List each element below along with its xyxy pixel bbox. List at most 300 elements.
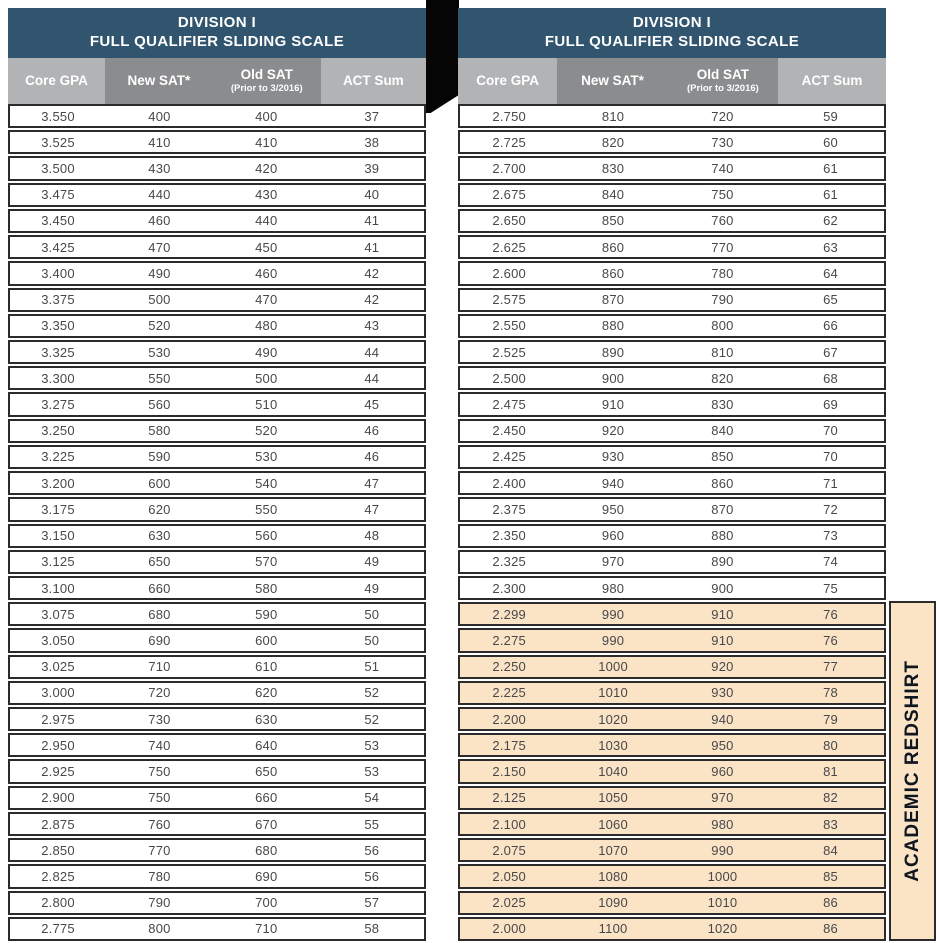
core-gpa-cell: 2.150	[492, 764, 526, 780]
old-sat-cell: 660	[255, 790, 278, 806]
new-sat-cell: 920	[601, 423, 625, 439]
old-sat-cell: 560	[255, 528, 278, 544]
old-sat-cell: 720	[711, 108, 734, 124]
old-sat-cell: 490	[255, 344, 278, 360]
table-row	[458, 130, 886, 154]
old-sat-cell: 440	[255, 213, 278, 229]
act-sum-cell: 61	[823, 187, 838, 203]
new-sat-cell: 1040	[598, 764, 628, 780]
new-sat-cell: 410	[148, 134, 171, 150]
core-gpa-cell: 2.225	[492, 685, 526, 701]
right-table-rows	[458, 104, 886, 941]
core-gpa-cell: 3.325	[41, 344, 75, 360]
act-sum-header	[778, 58, 886, 104]
act-sum-cell: 46	[364, 423, 380, 439]
core-gpa-cell: 3.175	[41, 501, 75, 517]
act-sum-cell: 44	[364, 370, 380, 386]
old-sat-cell: 420	[255, 161, 278, 177]
old-sat-cell: 540	[255, 475, 278, 491]
core-gpa-cell: 2.700	[492, 161, 526, 177]
old-sat-cell: 480	[255, 318, 278, 334]
core-gpa-cell: 2.475	[492, 397, 526, 413]
academic-redshirt-band	[889, 601, 936, 941]
act-sum-cell: 81	[823, 764, 838, 780]
table-row	[458, 471, 886, 495]
core-gpa-cell: 2.875	[41, 816, 75, 832]
core-gpa-cell: 2.750	[492, 108, 526, 124]
act-sum-cell: 64	[823, 265, 838, 281]
act-sum-cell: 53	[364, 764, 380, 780]
new-sat-cell: 1030	[598, 737, 628, 753]
act-sum-cell: 50	[364, 606, 380, 622]
old-sat-cell: 950	[711, 737, 734, 753]
old-sat-cell: 410	[255, 134, 278, 150]
act-sum-cell: 44	[364, 344, 380, 360]
academic-redshirt-label: ACADEMIC REDSHIRT	[901, 660, 923, 882]
right-table-title	[458, 8, 886, 58]
act-sum-cell: 47	[364, 501, 380, 517]
new-sat-cell: 930	[601, 449, 625, 465]
new-sat-cell: 430	[148, 161, 171, 177]
core-gpa-cell: 2.675	[492, 187, 526, 203]
table-row	[458, 759, 886, 783]
table-row	[458, 602, 886, 626]
old-sat-cell: 590	[255, 606, 278, 622]
old-sat-cell: 550	[255, 501, 278, 517]
act-sum-cell: 56	[364, 842, 380, 858]
core-gpa-cell: 2.350	[492, 528, 526, 544]
act-sum-cell: 45	[364, 397, 380, 413]
act-sum-cell: 47	[364, 475, 380, 491]
core-gpa-header-label: Core GPA	[476, 72, 540, 88]
table-row	[8, 550, 426, 574]
new-sat-cell: 970	[601, 554, 625, 570]
act-sum-cell: 39	[364, 161, 380, 177]
old-sat-header-note: (Prior to 3/2016)	[230, 82, 303, 94]
new-sat-cell: 520	[148, 318, 171, 334]
old-sat-cell: 890	[711, 554, 734, 570]
title-line2: FULL QUALIFIER SLIDING SCALE	[544, 33, 800, 50]
table-row	[8, 917, 426, 941]
old-sat-cell: 940	[711, 711, 734, 727]
new-sat-cell: 560	[148, 397, 171, 413]
core-gpa-cell: 2.550	[492, 318, 526, 334]
act-sum-cell: 71	[823, 475, 838, 491]
act-sum-cell: 69	[823, 397, 838, 413]
act-sum-cell: 42	[364, 292, 380, 308]
new-sat-cell: 820	[601, 134, 625, 150]
left-column-headers	[8, 58, 426, 104]
old-sat-cell: 730	[711, 134, 734, 150]
old-sat-cell: 840	[711, 423, 734, 439]
table-row	[458, 891, 886, 915]
new-sat-cell: 710	[148, 659, 171, 675]
table-row	[8, 235, 426, 259]
act-sum-cell: 72	[823, 501, 838, 517]
table-row	[458, 366, 886, 390]
core-gpa-cell: 2.900	[41, 790, 75, 806]
new-sat-cell: 680	[148, 606, 171, 622]
table-row	[458, 419, 886, 443]
core-gpa-cell: 2.600	[492, 265, 526, 281]
act-sum-cell: 77	[823, 659, 838, 675]
old-sat-cell: 640	[255, 737, 278, 753]
old-sat-cell: 910	[711, 606, 734, 622]
core-gpa-cell: 3.450	[41, 213, 75, 229]
act-sum-cell: 63	[823, 239, 838, 255]
act-sum-cell: 52	[364, 711, 380, 727]
new-sat-cell: 870	[601, 292, 625, 308]
old-sat-cell: 980	[711, 816, 734, 832]
page-divider-wedge	[426, 0, 459, 113]
old-sat-cell: 600	[255, 632, 278, 648]
act-sum-cell: 37	[364, 108, 380, 124]
old-sat-cell: 790	[711, 292, 734, 308]
table-row	[458, 183, 886, 207]
new-sat-cell: 860	[601, 239, 625, 255]
table-row	[458, 707, 886, 731]
core-gpa-cell: 2.575	[492, 292, 526, 308]
core-gpa-cell: 3.300	[41, 370, 75, 386]
core-gpa-cell: 3.100	[41, 580, 75, 596]
core-gpa-cell: 2.625	[492, 239, 526, 255]
new-sat-cell: 850	[601, 213, 625, 229]
new-sat-cell: 810	[601, 108, 625, 124]
table-row	[458, 812, 886, 836]
new-sat-cell: 600	[148, 475, 171, 491]
new-sat-cell: 740	[148, 737, 171, 753]
table-row	[8, 392, 426, 416]
core-gpa-cell: 2.075	[492, 842, 526, 858]
old-sat-cell: 1010	[707, 895, 738, 911]
old-sat-cell: 500	[255, 370, 278, 386]
act-sum-cell: 74	[823, 554, 838, 570]
table-row	[8, 891, 426, 915]
table-row	[8, 524, 426, 548]
core-gpa-cell: 2.850	[41, 842, 75, 858]
core-gpa-cell: 2.975	[41, 711, 75, 727]
old-sat-cell: 830	[711, 397, 734, 413]
act-sum-cell: 73	[823, 528, 838, 544]
table-row	[8, 261, 426, 285]
act-sum-cell: 80	[823, 737, 838, 753]
core-gpa-cell: 2.025	[492, 895, 526, 911]
core-gpa-cell: 2.525	[492, 344, 526, 360]
old-sat-cell: 740	[711, 161, 734, 177]
new-sat-header	[105, 58, 213, 104]
old-sat-header-label: Old SAT	[696, 67, 750, 83]
core-gpa-cell: 2.825	[41, 868, 75, 884]
new-sat-header	[557, 58, 667, 104]
new-sat-cell: 860	[601, 265, 625, 281]
table-row	[458, 314, 886, 338]
core-gpa-cell: 2.200	[492, 711, 526, 727]
core-gpa-cell: 2.299	[492, 606, 526, 622]
core-gpa-cell: 3.375	[41, 292, 75, 308]
new-sat-cell: 760	[148, 816, 171, 832]
core-gpa-cell: 3.400	[41, 265, 75, 281]
core-gpa-cell: 2.400	[492, 475, 526, 491]
core-gpa-cell: 3.125	[41, 554, 75, 570]
core-gpa-cell: 3.025	[41, 659, 75, 675]
core-gpa-cell: 3.550	[41, 108, 75, 124]
table-row	[8, 471, 426, 495]
act-sum-cell: 85	[823, 868, 838, 884]
act-sum-cell: 82	[823, 790, 838, 806]
table-row	[8, 183, 426, 207]
table-row	[8, 497, 426, 521]
old-sat-cell: 870	[711, 501, 734, 517]
table-row	[8, 812, 426, 836]
act-sum-header-label: ACT Sum	[801, 72, 863, 88]
act-sum-cell: 75	[823, 580, 838, 596]
act-sum-cell: 60	[823, 134, 838, 150]
core-gpa-cell: 2.275	[492, 632, 526, 648]
table-row	[8, 419, 426, 443]
table-row	[458, 104, 886, 128]
title-line1: DIVISION I	[177, 14, 257, 32]
table-row	[458, 156, 886, 180]
new-sat-cell: 460	[148, 213, 171, 229]
table-row	[458, 288, 886, 312]
table-row	[8, 759, 426, 783]
act-sum-cell: 41	[364, 213, 380, 229]
new-sat-cell: 900	[601, 370, 625, 386]
old-sat-cell: 510	[255, 397, 278, 413]
new-sat-cell: 530	[148, 344, 171, 360]
left-qualifier-table	[8, 8, 426, 941]
table-row	[8, 445, 426, 469]
old-sat-cell: 700	[255, 895, 278, 911]
old-sat-cell: 580	[255, 580, 278, 596]
new-sat-cell: 940	[601, 475, 625, 491]
old-sat-cell: 900	[711, 580, 734, 596]
act-sum-cell: 70	[823, 449, 838, 465]
old-sat-cell: 610	[255, 659, 278, 675]
old-sat-cell: 530	[255, 449, 278, 465]
core-gpa-cell: 2.925	[41, 764, 75, 780]
table-row	[8, 628, 426, 652]
act-sum-cell: 46	[364, 449, 380, 465]
core-gpa-cell: 2.175	[492, 737, 526, 753]
act-sum-cell: 52	[364, 685, 380, 701]
core-gpa-cell: 3.000	[41, 685, 75, 701]
table-row	[458, 917, 886, 941]
new-sat-cell: 630	[148, 528, 171, 544]
act-sum-cell: 58	[364, 921, 380, 937]
table-row	[458, 655, 886, 679]
new-sat-header-label: New SAT*	[127, 72, 191, 88]
core-gpa-cell: 2.000	[492, 921, 526, 937]
new-sat-cell: 1000	[598, 659, 628, 675]
new-sat-cell: 830	[601, 161, 625, 177]
core-gpa-cell: 2.950	[41, 737, 75, 753]
new-sat-cell: 550	[148, 370, 171, 386]
core-gpa-header	[8, 58, 105, 104]
act-sum-cell: 42	[364, 265, 380, 281]
table-row	[8, 209, 426, 233]
old-sat-cell: 1020	[707, 921, 738, 937]
act-sum-header	[321, 58, 426, 104]
old-sat-cell: 850	[711, 449, 734, 465]
old-sat-cell: 570	[255, 554, 278, 570]
table-row	[8, 707, 426, 731]
old-sat-header	[668, 58, 778, 104]
act-sum-cell: 76	[823, 632, 838, 648]
new-sat-cell: 400	[148, 108, 171, 124]
act-sum-cell: 49	[364, 580, 380, 596]
act-sum-cell: 68	[823, 370, 838, 386]
table-row	[458, 628, 886, 652]
core-gpa-cell: 2.050	[492, 868, 526, 884]
act-sum-cell: 54	[364, 790, 380, 806]
core-gpa-cell: 2.800	[41, 895, 75, 911]
new-sat-cell: 470	[148, 239, 171, 255]
old-sat-cell: 920	[711, 659, 734, 675]
new-sat-cell: 770	[148, 842, 171, 858]
old-sat-cell: 990	[711, 842, 734, 858]
right-qualifier-table	[458, 8, 886, 941]
core-gpa-cell: 2.775	[41, 921, 75, 937]
core-gpa-cell: 3.275	[41, 397, 75, 413]
act-sum-cell: 55	[364, 816, 380, 832]
core-gpa-cell: 2.125	[492, 790, 526, 806]
core-gpa-cell: 3.050	[41, 632, 75, 648]
right-column-headers	[458, 58, 886, 104]
table-row	[458, 235, 886, 259]
new-sat-cell: 1090	[598, 895, 628, 911]
old-sat-cell: 770	[711, 239, 734, 255]
old-sat-cell: 630	[255, 711, 278, 727]
old-sat-cell: 470	[255, 292, 278, 308]
new-sat-cell: 750	[148, 790, 171, 806]
title-line2: FULL QUALIFIER SLIDING SCALE	[89, 33, 345, 50]
new-sat-cell: 590	[148, 449, 171, 465]
new-sat-cell: 960	[601, 528, 625, 544]
core-gpa-header	[458, 58, 557, 104]
act-sum-cell: 62	[823, 213, 838, 229]
core-gpa-cell: 3.225	[41, 449, 75, 465]
table-row	[458, 550, 886, 574]
table-row	[8, 864, 426, 888]
table-row	[8, 130, 426, 154]
core-gpa-cell: 3.200	[41, 475, 75, 491]
table-row	[458, 838, 886, 862]
old-sat-header-note: (Prior to 3/2016)	[687, 82, 759, 94]
act-sum-cell: 41	[364, 239, 380, 255]
new-sat-cell: 1050	[598, 790, 628, 806]
table-row	[8, 288, 426, 312]
core-gpa-cell: 3.150	[41, 528, 75, 544]
core-gpa-cell: 3.425	[41, 239, 75, 255]
new-sat-cell: 990	[601, 606, 625, 622]
core-gpa-cell: 3.250	[41, 423, 75, 439]
act-sum-cell: 84	[823, 842, 838, 858]
act-sum-cell: 61	[823, 161, 838, 177]
new-sat-cell: 1080	[598, 868, 628, 884]
table-row	[8, 156, 426, 180]
old-sat-cell: 760	[711, 213, 734, 229]
table-row	[8, 104, 426, 128]
table-row	[458, 576, 886, 600]
old-sat-cell: 680	[255, 842, 278, 858]
act-sum-cell: 79	[823, 711, 838, 727]
act-sum-cell: 78	[823, 685, 838, 701]
table-row	[8, 655, 426, 679]
table-row	[458, 445, 886, 469]
act-sum-cell: 83	[823, 816, 838, 832]
table-row	[8, 366, 426, 390]
left-table-rows	[8, 104, 426, 941]
old-sat-cell: 670	[255, 816, 278, 832]
core-gpa-cell: 2.500	[492, 370, 526, 386]
core-gpa-cell: 3.350	[41, 318, 75, 334]
old-sat-header	[213, 58, 321, 104]
new-sat-cell: 980	[601, 580, 625, 596]
new-sat-cell: 1100	[598, 921, 628, 937]
act-sum-cell: 51	[364, 659, 380, 675]
table-row	[8, 681, 426, 705]
new-sat-cell: 800	[148, 921, 171, 937]
core-gpa-header-label: Core GPA	[25, 72, 88, 88]
new-sat-cell: 1060	[598, 816, 628, 832]
act-sum-cell: 70	[823, 423, 838, 439]
old-sat-cell: 450	[255, 239, 278, 255]
act-sum-cell: 50	[364, 632, 380, 648]
table-row	[458, 681, 886, 705]
old-sat-cell: 750	[711, 187, 734, 203]
title-line1: DIVISION I	[632, 14, 712, 32]
new-sat-cell: 910	[601, 397, 625, 413]
old-sat-cell: 780	[711, 265, 734, 281]
table-row	[458, 340, 886, 364]
old-sat-cell: 690	[255, 868, 278, 884]
act-sum-cell: 49	[364, 554, 380, 570]
core-gpa-cell: 2.375	[492, 501, 526, 517]
new-sat-header-label: New SAT*	[581, 72, 644, 88]
old-sat-cell: 860	[711, 475, 734, 491]
old-sat-cell: 810	[711, 344, 734, 360]
new-sat-cell: 690	[148, 632, 171, 648]
act-sum-cell: 43	[364, 318, 380, 334]
new-sat-cell: 1020	[598, 711, 628, 727]
new-sat-cell: 440	[148, 187, 171, 203]
core-gpa-cell: 2.450	[492, 423, 526, 439]
act-sum-cell: 56	[364, 868, 380, 884]
act-sum-cell: 48	[364, 528, 380, 544]
table-row	[8, 576, 426, 600]
new-sat-cell: 890	[601, 344, 625, 360]
old-sat-header-label: Old SAT	[240, 67, 293, 83]
old-sat-cell: 960	[711, 764, 734, 780]
old-sat-cell: 710	[255, 921, 278, 937]
old-sat-cell: 820	[711, 370, 734, 386]
table-row	[458, 497, 886, 521]
old-sat-cell: 520	[255, 423, 278, 439]
new-sat-cell: 580	[148, 423, 171, 439]
act-sum-cell: 76	[823, 606, 838, 622]
old-sat-cell: 650	[255, 764, 278, 780]
act-sum-cell: 86	[823, 921, 838, 937]
act-sum-cell: 57	[364, 895, 380, 911]
new-sat-cell: 500	[148, 292, 171, 308]
new-sat-cell: 720	[148, 685, 171, 701]
new-sat-cell: 750	[148, 764, 171, 780]
act-sum-header-label: ACT Sum	[342, 72, 404, 88]
core-gpa-cell: 2.250	[492, 659, 526, 675]
table-row	[458, 733, 886, 757]
act-sum-cell: 38	[364, 134, 380, 150]
